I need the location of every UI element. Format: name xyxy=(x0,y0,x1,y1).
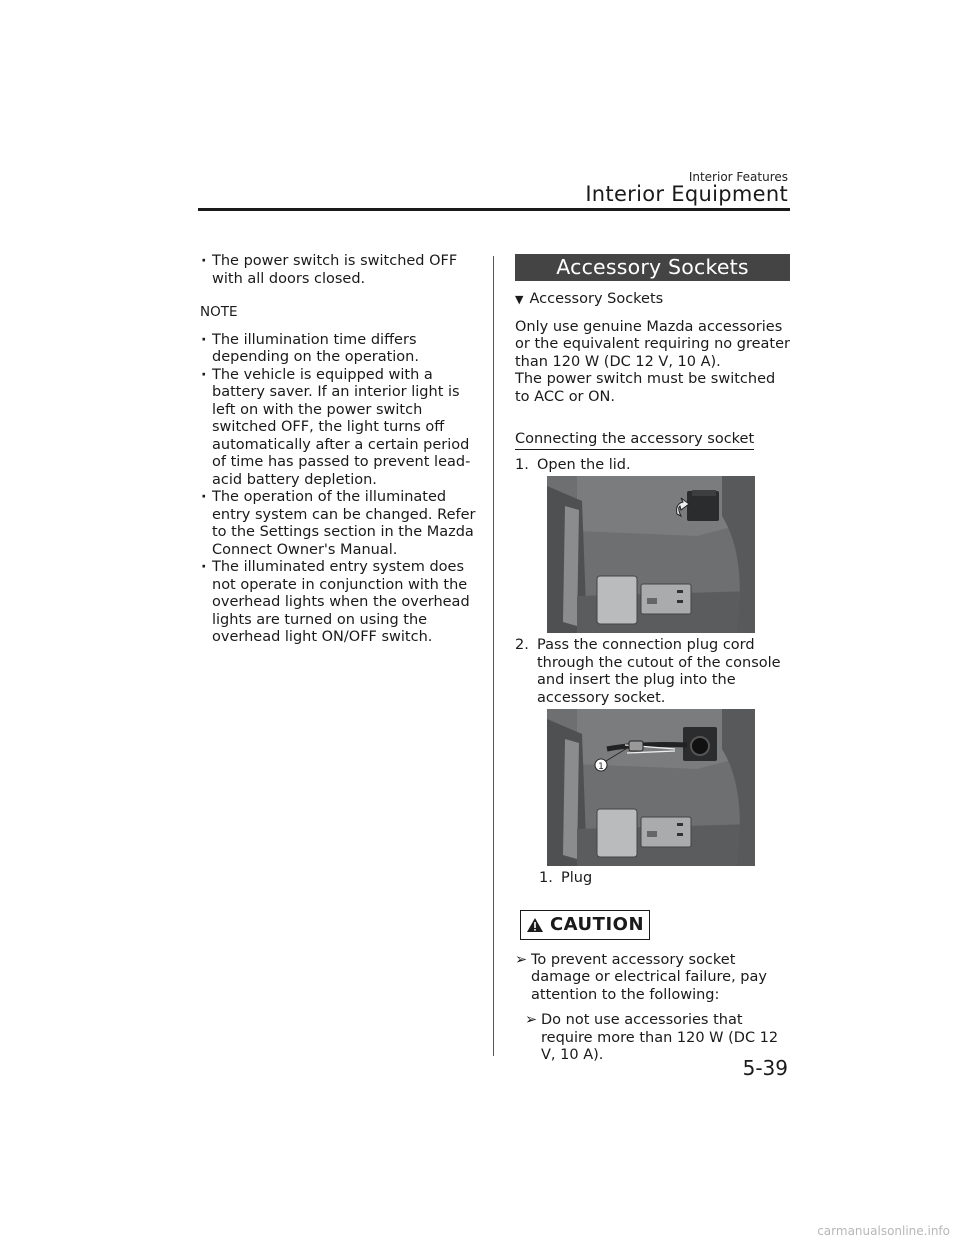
arrow-right-icon: ➢ xyxy=(525,1012,538,1028)
step-2 xyxy=(515,637,790,707)
header-rule xyxy=(198,208,790,211)
section-label: Interior Features xyxy=(688,170,788,184)
figure-legend xyxy=(539,870,790,888)
warning-icon xyxy=(526,917,544,933)
footer-watermark: carmanualsonline.info xyxy=(817,1224,950,1238)
subheading-text: Accessory Sockets xyxy=(529,291,664,307)
arrow-right-icon: ➢ xyxy=(515,951,528,968)
caution-subtext: Do not use accessories that require more than 120 W (DC 12 V, 10 A). xyxy=(541,1012,779,1063)
right-column xyxy=(515,254,790,1065)
step-text: Open the lid. xyxy=(537,456,631,473)
note-item: · The illuminated entry system does not operate in conjunction with the overhead lights when the overhead lights are turned on using the overhead light ON/OFF switch. xyxy=(200,559,480,647)
callout-number: 1 xyxy=(598,762,604,772)
caution-label-box xyxy=(520,910,650,940)
intro-paragraph-2: The power switch must be switched to ACC or ON. xyxy=(515,371,776,405)
triangle-down-icon: ▼ xyxy=(515,293,524,306)
figure-open-lid xyxy=(547,476,755,633)
figure-insert-plug xyxy=(547,709,755,866)
caution-item xyxy=(515,952,790,1005)
bullet-item: · The power switch is switched OFF with all doors closed. xyxy=(200,253,480,288)
step-text: Pass the connection plug cord through the cutout of the console and insert the plug into the accessory socket. xyxy=(537,637,781,706)
section-banner: Accessory Sockets xyxy=(515,254,790,281)
caution-label: CAUTION xyxy=(549,913,645,935)
legend-number: 1. xyxy=(539,870,553,886)
column-divider xyxy=(493,256,494,1056)
left-column xyxy=(200,253,480,647)
subheading xyxy=(515,291,790,309)
caution-text: To prevent accessory socket damage or electrical failure, pay attention to the following: xyxy=(531,951,767,1003)
note-item: · The operation of the illuminated entry system can be changed. Refer to the Settings section in the Mazda Connect Owner's Manual. xyxy=(200,489,480,559)
connect-heading: Connecting the accessory socket xyxy=(515,431,754,450)
note-label: NOTE xyxy=(200,304,238,320)
page-title: Interior Equipment xyxy=(585,182,788,206)
plug-illustration xyxy=(547,709,755,866)
step-1 xyxy=(515,457,790,475)
page-number: 5-39 xyxy=(742,1056,788,1080)
step-number: 2. xyxy=(515,637,529,653)
step-number: 1. xyxy=(515,456,529,473)
legend-text: Plug xyxy=(561,870,593,886)
caution-box xyxy=(520,910,790,940)
intro-paragraph: Only use genuine Mazda accessories or the equivalent requiring no greater than 120 W (DC 12 V, 10 A). xyxy=(515,318,790,370)
console-illustration xyxy=(547,476,755,633)
note-item: · The vehicle is equipped with a battery saver. If an interior light is left on with the power switch switched OFF, the light turns off automatically after a certain period of time has passed to prevent lead-acid battery depletion. xyxy=(200,367,480,490)
note-item: · The illumination time differs depending on the operation. xyxy=(200,332,480,367)
